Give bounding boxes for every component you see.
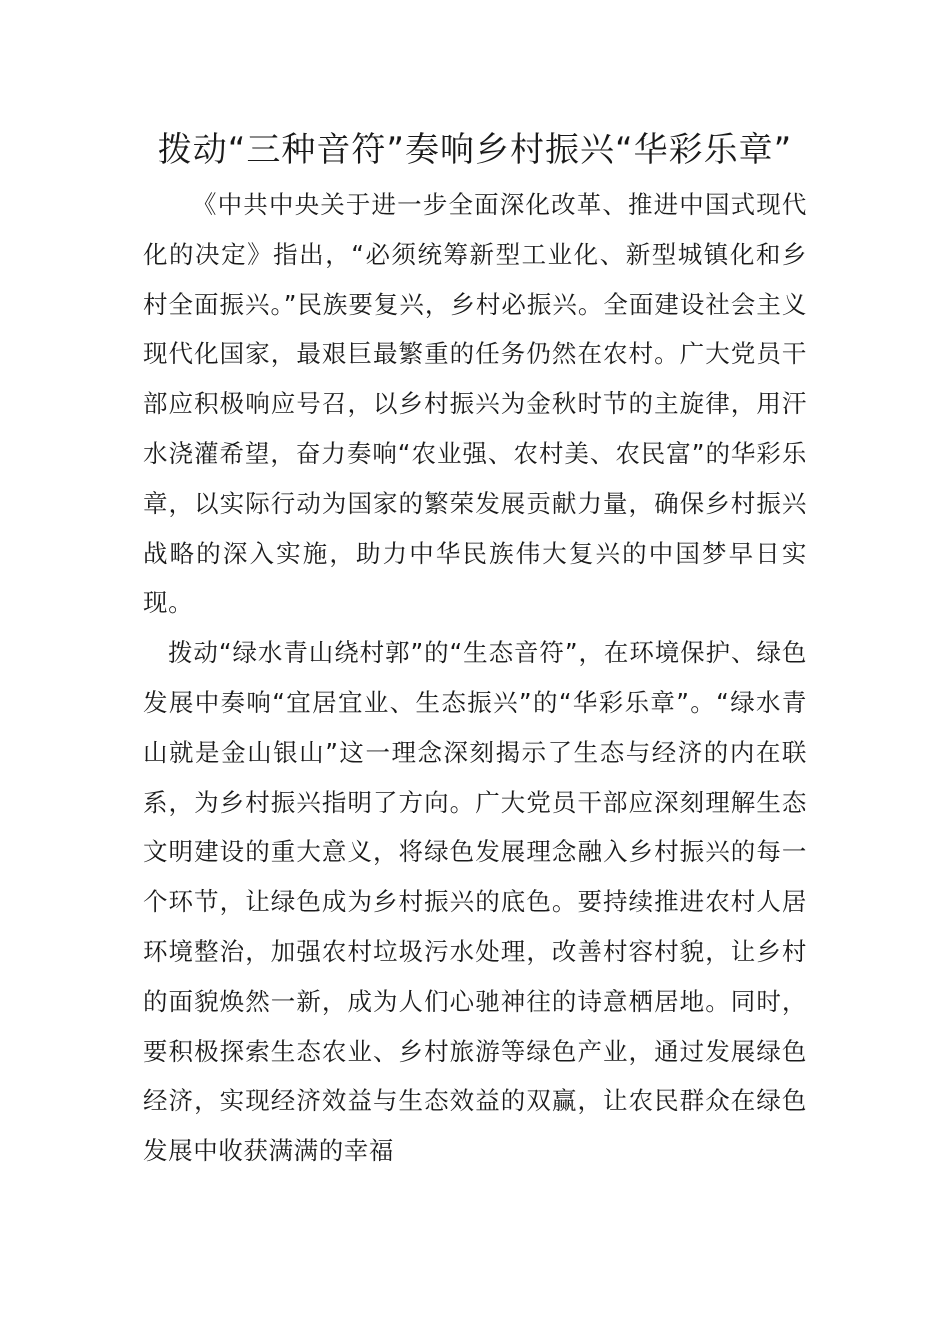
paragraph-intro: 《中共中央关于进一步全面深化改革、推进中国式现代化的决定》指出，“必须统筹新型工业化、新型城镇化和乡村全面振兴。”民族要复兴，乡村必振兴。全面建设社会主义现代化国家，最艰巨最繁重的任务仍然在农村。广大党员干部应积极响应号召，以乡村振兴为金秋时节的主旋律，用汗水浇灌希望，奋力奏响“农业强、农村美、农民富”的华彩乐章，以实际行动为国家的繁荣发展贡献力量，确保乡村振兴战略的深入实施，助力中华民族伟大复兴的中国梦早日实现。 [143,190,807,618]
document-title: 拨动“三种音符”奏响乡村振兴“华彩乐章” [157,130,793,170]
paragraph-ecology: 拨动“绿水青山绕村郭”的“生态音符”，在环境保护、绿色发展中奏响“宜居宜业、生态振兴”的“华彩乐章”。“绿水青山就是金山银山”这一理念深刻揭示了生态与经济的内在联系，为乡村振兴指明了方向。广大党员干部应深刻理解生态文明建设的重大意义，将绿色发展理念融入乡村振兴的每一个环节，让绿色成为乡村振兴的底色。要持续推进农村人居环境整治，加强农村垃圾污水处理，改善村容村貌，让乡村的面貌焕然一新，成为人们心驰神往的诗意栖居地。同时，要积极探索生态农业、乡村旅游等绿色产业，通过发展绿色经济，实现经济效益与生态效益的双赢，让农民群众在绿色发展中收获满满的幸福 [143,638,807,1166]
document-body [143,126,807,1176]
